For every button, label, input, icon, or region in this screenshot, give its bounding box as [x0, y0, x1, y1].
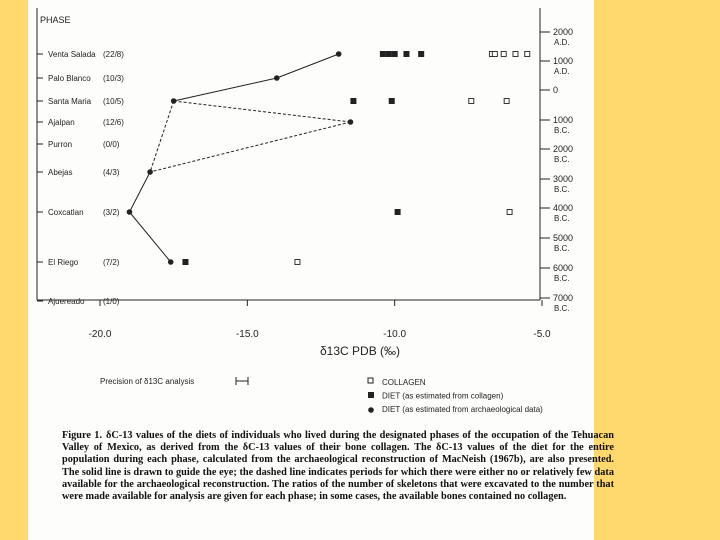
caption-text: δC-13 values of the diets of individuals who lived during the designated phases of the occupation of the Tehuacan Valley of Mexico, as derived from the δC-13 values of their bone collagen. The δC-13 values of the diet for the entire population during each phase, calculated from the archaeological reconstruction of MacNeish (1967b), are also presented. The solid line is drawn to guide the eye; the dashed line indicates periods for which there were either no or relatively few data available for the archaeological reconstruction. The ratios of the number of skeletons that were excavated to the number that were made available for analysis are given for each phase; in some cases, the available bones contained no collagen. [62, 430, 614, 503]
figure-chart [28, 0, 594, 430]
dashed-line-segment [174, 101, 351, 122]
legend-filled-square-icon [368, 392, 374, 398]
diet-collagen-point [389, 98, 395, 104]
phase-name: Purron [48, 140, 73, 149]
date-tick-era: B.C. [554, 304, 570, 313]
diet-collagen-point [418, 51, 424, 57]
diet-collagen-point [380, 51, 386, 57]
collagen-point [504, 99, 509, 104]
date-tick-value: 4000 [553, 203, 574, 213]
collagen-point [492, 52, 497, 57]
series-lines [129, 54, 350, 262]
phase-name: El Riego [48, 258, 79, 267]
diet-collagen-point [395, 209, 401, 215]
collagen-point [295, 260, 300, 265]
phase-ratio: (12/6) [103, 118, 124, 127]
diet-archaeological-point [168, 259, 174, 265]
date-tick-value: 1000 [553, 56, 574, 66]
x-tick-label: -15.0 [235, 329, 259, 340]
date-tick-value: 7000 [553, 293, 574, 303]
phase-ratio: (7/2) [103, 258, 120, 267]
collagen-point [501, 52, 506, 57]
date-tick-era: B.C. [554, 155, 570, 164]
diet-archaeological-point [348, 119, 354, 125]
phase-ratio: (22/8) [103, 50, 124, 59]
date-tick-value: 2000 [553, 144, 574, 154]
diet-archaeological-point [274, 75, 280, 81]
x-axis-title: δ13C PDB (‰) [320, 344, 401, 358]
solid-line-segment [174, 78, 277, 101]
diet-archaeological-point [127, 209, 133, 215]
phase-name: Ajalpan [48, 118, 75, 127]
scanned-page [28, 0, 614, 540]
precision-label: Precision of δ13C analysis [100, 377, 195, 386]
phase-name: Santa Maria [48, 97, 92, 106]
date-tick-value: 6000 [553, 263, 574, 273]
phase-name: Coxcatlan [48, 208, 84, 217]
diet-collagen-point [386, 51, 392, 57]
collagen-point [525, 52, 530, 57]
date-tick-era: B.C. [554, 244, 570, 253]
legend-entry-label: DIET (as estimated from collagen) [382, 391, 504, 401]
legend-open-square-icon [368, 378, 373, 383]
collagen-point [513, 52, 518, 57]
date-tick-era: B.C. [554, 274, 570, 283]
collagen-point [469, 99, 474, 104]
phase-ratio: (0/0) [103, 140, 120, 149]
date-tick-era: B.C. [554, 126, 570, 135]
date-tick-value: 2000 [553, 27, 574, 37]
phase-name: Venta Salada [48, 50, 96, 59]
legend-entry-label: DIET (as estimated from archaeological data) [382, 405, 543, 414]
solid-line-segment [129, 212, 170, 262]
dashed-line-segment [150, 122, 350, 172]
date-tick-era: A.D. [554, 38, 570, 47]
solid-line-segment [277, 54, 339, 78]
legend [100, 377, 543, 414]
date-tick-era: A.D. [554, 67, 570, 76]
data-marks [127, 51, 530, 265]
diet-collagen-point [350, 98, 356, 104]
right-date-axis [540, 27, 573, 313]
phase-ratio: (10/5) [103, 97, 124, 106]
figure-caption [62, 430, 614, 503]
diet-collagen-point [182, 259, 188, 265]
diet-archaeological-point [147, 169, 153, 175]
x-tick-label: -5.0 [533, 329, 551, 340]
solid-line-segment [129, 172, 150, 212]
phase-ratio: (4/3) [103, 168, 120, 177]
caption-label: Figure 1. [62, 430, 103, 441]
phase-ratio: (3/2) [103, 208, 120, 217]
x-tick-label: -10.0 [383, 329, 407, 340]
date-tick-era: B.C. [554, 185, 570, 194]
phase-ratio: (10/3) [103, 74, 124, 83]
diet-archaeological-point [336, 51, 342, 57]
phase-name: Abejas [48, 168, 73, 177]
date-tick-value: 1000 [553, 115, 574, 125]
x-tick-label: -20.0 [88, 329, 112, 340]
legend-entry-label: COLLAGEN [382, 378, 426, 387]
phase-name: Ajuereado [48, 297, 85, 306]
diet-collagen-point [403, 51, 409, 57]
dashed-line-segment [150, 101, 174, 172]
date-tick-value: 5000 [553, 233, 574, 243]
legend-filled-circle-icon [368, 407, 374, 413]
diet-collagen-point [392, 51, 398, 57]
collagen-point [507, 210, 512, 215]
phase-name: Palo Blanco [48, 74, 91, 83]
phase-ratio: (1/0) [103, 297, 120, 306]
date-tick-value: 3000 [553, 174, 574, 184]
date-tick-era: B.C. [554, 214, 570, 223]
date-tick-value: 0 [553, 85, 559, 95]
phase-axis-title: PHASE [40, 15, 71, 25]
x-axis [89, 300, 551, 358]
phase-labels [37, 50, 124, 306]
diet-archaeological-point [171, 98, 177, 104]
